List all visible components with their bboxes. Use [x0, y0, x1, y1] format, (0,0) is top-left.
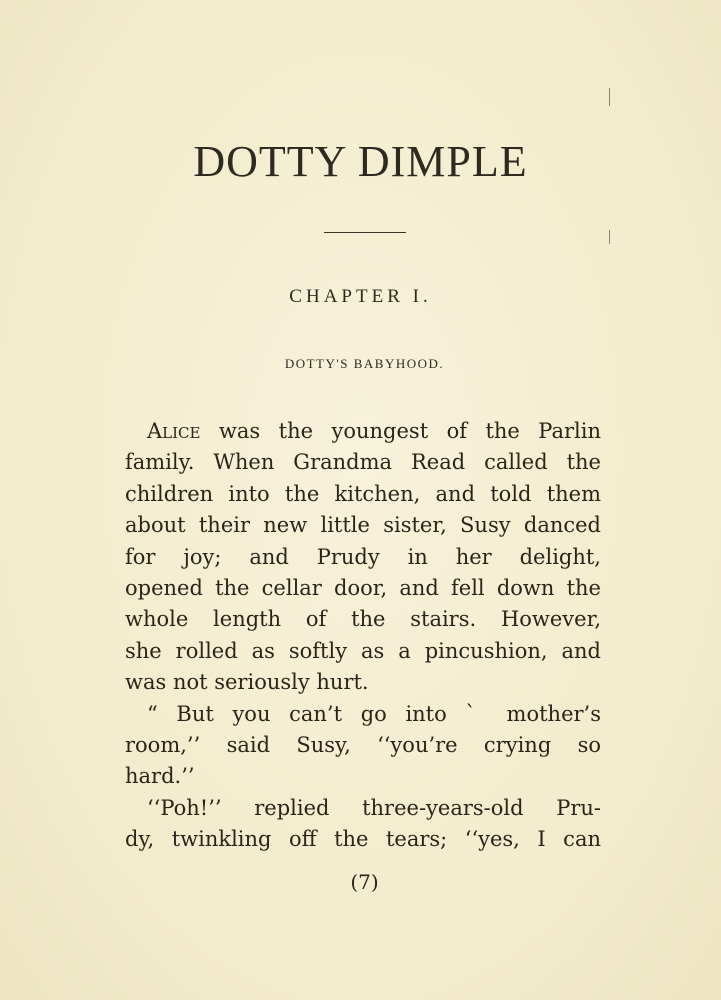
text-line: children into the kitchen, and told them: [125, 481, 601, 506]
text-line-rest: was the youngest of the Parlin: [200, 419, 601, 443]
text-line: opened the cellar door, and fell down the: [125, 575, 601, 600]
text-line: dy, twinkling off the tears; ‘‘yes, I can: [125, 827, 601, 852]
text-line: about their new little sister, Susy danced: [125, 513, 601, 538]
body-text: [125, 416, 601, 855]
chapter-subtitle: DOTTY'S BABYHOOD.: [284, 356, 445, 371]
text-line: room,’’ said Susy, ‘‘you’re crying so: [125, 732, 601, 757]
page-number: (7): [350, 870, 379, 894]
text-line: ‘‘Poh!’’ replied three-years-old Pru-: [147, 795, 601, 820]
opening-word: Alice: [147, 419, 201, 443]
chapter-heading: CHAPTER I.: [289, 286, 432, 307]
text-line: for joy; and Prudy in her delight,: [125, 544, 601, 569]
text-line: hard.’’: [125, 764, 195, 789]
page-edge-mark: [609, 88, 610, 106]
text-line: family. When Grandma Read called the: [125, 450, 601, 475]
book-title: DOTTY DIMPLE: [193, 137, 528, 186]
text-line: she rolled as softly as a pincushion, and: [125, 638, 601, 663]
text-line: [125, 416, 601, 447]
text-line: “ But you can’t go into ˋ mother’s: [147, 701, 601, 726]
title-rule: [324, 232, 406, 233]
page-edge-mark: [609, 230, 610, 244]
text-line: was not seriously hurt.: [125, 670, 369, 695]
text-line: whole length of the stairs. However,: [125, 607, 601, 632]
